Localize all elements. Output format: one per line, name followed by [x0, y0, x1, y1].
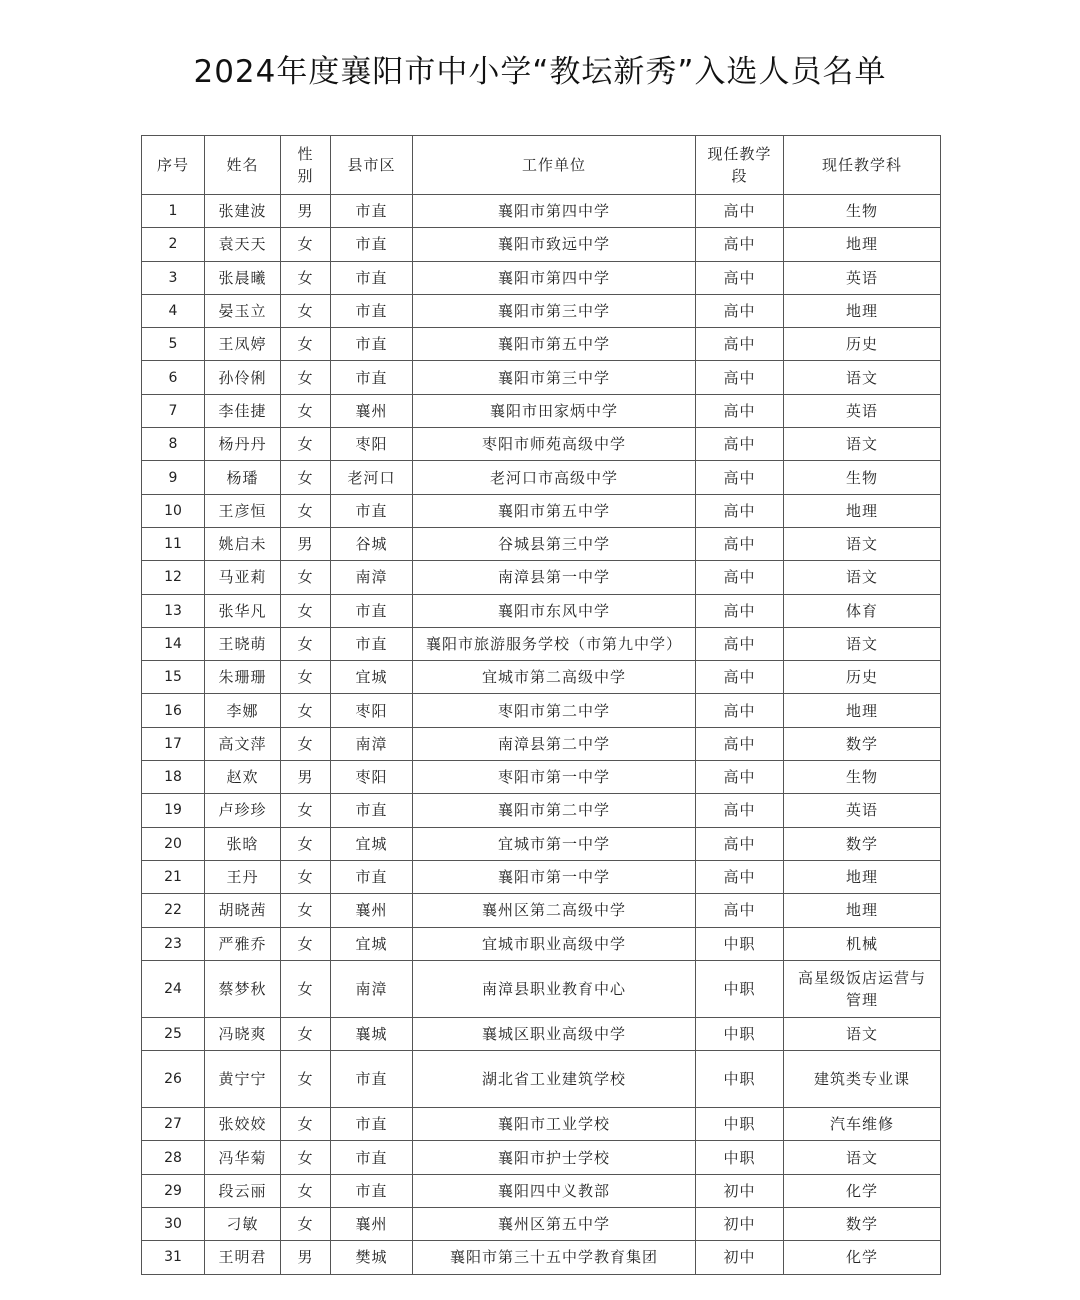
cell-gender: 女	[281, 494, 331, 527]
cell-subject: 地理	[784, 860, 941, 893]
cell-workplace: 襄阳市护士学校	[413, 1141, 696, 1174]
cell-name: 胡晓茜	[205, 894, 281, 927]
cell-name: 严雅乔	[205, 927, 281, 960]
cell-stage: 高中	[696, 794, 784, 827]
cell-seq: 21	[142, 860, 205, 893]
cell-district: 枣阳	[331, 428, 413, 461]
cell-gender: 女	[281, 960, 331, 1017]
header-district: 县市区	[331, 136, 413, 195]
cell-workplace: 襄阳市第四中学	[413, 195, 696, 228]
cell-district: 南漳	[331, 960, 413, 1017]
cell-subject: 地理	[784, 494, 941, 527]
cell-stage: 高中	[696, 661, 784, 694]
table-row	[142, 1108, 941, 1141]
table-row	[142, 261, 941, 294]
cell-district: 谷城	[331, 527, 413, 560]
cell-name: 张姣姣	[205, 1108, 281, 1141]
cell-seq: 26	[142, 1051, 205, 1108]
cell-name: 王晓萌	[205, 627, 281, 660]
cell-stage: 高中	[696, 860, 784, 893]
table-row	[142, 661, 941, 694]
cell-name: 张华凡	[205, 594, 281, 627]
cell-name: 黄宁宁	[205, 1051, 281, 1108]
cell-district: 南漳	[331, 727, 413, 760]
cell-seq: 17	[142, 727, 205, 760]
cell-name: 张建波	[205, 195, 281, 228]
cell-subject: 机械	[784, 927, 941, 960]
cell-workplace: 老河口市高级中学	[413, 461, 696, 494]
cell-gender: 男	[281, 195, 331, 228]
table-row	[142, 594, 941, 627]
cell-subject: 历史	[784, 328, 941, 361]
cell-seq: 4	[142, 294, 205, 327]
cell-stage: 高中	[696, 195, 784, 228]
cell-gender: 女	[281, 461, 331, 494]
table-body	[142, 195, 941, 1275]
cell-subject: 地理	[784, 228, 941, 261]
cell-gender: 女	[281, 1108, 331, 1141]
cell-district: 南漳	[331, 561, 413, 594]
cell-subject: 高星级饭店运营与管理	[784, 960, 941, 1017]
cell-name: 朱珊珊	[205, 661, 281, 694]
cell-district: 枣阳	[331, 694, 413, 727]
cell-seq: 13	[142, 594, 205, 627]
cell-stage: 中职	[696, 1108, 784, 1141]
cell-seq: 12	[142, 561, 205, 594]
cell-subject: 建筑类专业课	[784, 1051, 941, 1108]
table-row	[142, 294, 941, 327]
cell-subject: 地理	[784, 694, 941, 727]
cell-gender: 女	[281, 727, 331, 760]
cell-workplace: 襄阳市第二中学	[413, 794, 696, 827]
table-row	[142, 1241, 941, 1274]
cell-workplace: 湖北省工业建筑学校	[413, 1051, 696, 1108]
cell-district: 市直	[331, 494, 413, 527]
table-row	[142, 195, 941, 228]
cell-stage: 高中	[696, 394, 784, 427]
cell-name: 杨璠	[205, 461, 281, 494]
header-teaching-stage: 现任教学段	[696, 136, 784, 195]
cell-workplace: 宜城市职业高级中学	[413, 927, 696, 960]
cell-subject: 英语	[784, 794, 941, 827]
cell-workplace: 襄阳市工业学校	[413, 1108, 696, 1141]
cell-subject: 历史	[784, 661, 941, 694]
cell-subject: 化学	[784, 1174, 941, 1207]
cell-name: 段云丽	[205, 1174, 281, 1207]
document-title: 2024年度襄阳市中小学“教坛新秀”入选人员名单	[193, 54, 887, 90]
cell-stage: 中职	[696, 927, 784, 960]
cell-stage: 高中	[696, 561, 784, 594]
cell-district: 襄州	[331, 394, 413, 427]
cell-seq: 15	[142, 661, 205, 694]
table-row	[142, 394, 941, 427]
cell-district: 市直	[331, 328, 413, 361]
cell-district: 襄城	[331, 1017, 413, 1050]
cell-gender: 女	[281, 394, 331, 427]
cell-gender: 女	[281, 1141, 331, 1174]
cell-stage: 中职	[696, 960, 784, 1017]
table-row	[142, 894, 941, 927]
cell-district: 市直	[331, 794, 413, 827]
cell-subject: 英语	[784, 261, 941, 294]
table-row	[142, 428, 941, 461]
cell-district: 襄州	[331, 1208, 413, 1241]
cell-district: 市直	[331, 860, 413, 893]
cell-workplace: 襄阳市第三十五中学教育集团	[413, 1241, 696, 1274]
cell-gender: 女	[281, 1017, 331, 1050]
cell-gender: 女	[281, 361, 331, 394]
cell-subject: 语文	[784, 361, 941, 394]
cell-subject: 数学	[784, 827, 941, 860]
cell-gender: 女	[281, 561, 331, 594]
table-row	[142, 1051, 941, 1108]
cell-district: 老河口	[331, 461, 413, 494]
cell-stage: 高中	[696, 294, 784, 327]
header-workplace: 工作单位	[413, 136, 696, 195]
cell-stage: 初中	[696, 1208, 784, 1241]
cell-subject: 汽车维修	[784, 1108, 941, 1141]
table-row	[142, 228, 941, 261]
cell-subject: 语文	[784, 1017, 941, 1050]
cell-stage: 高中	[696, 694, 784, 727]
cell-workplace: 襄阳市田家炳中学	[413, 394, 696, 427]
cell-district: 宜城	[331, 661, 413, 694]
table-row	[142, 694, 941, 727]
cell-district: 市直	[331, 1051, 413, 1108]
cell-district: 枣阳	[331, 761, 413, 794]
cell-workplace: 南漳县第二中学	[413, 727, 696, 760]
cell-workplace: 襄阳市第五中学	[413, 328, 696, 361]
cell-seq: 27	[142, 1108, 205, 1141]
table-row	[142, 860, 941, 893]
header-row	[142, 136, 941, 195]
cell-workplace: 襄阳市第三中学	[413, 294, 696, 327]
cell-seq: 18	[142, 761, 205, 794]
cell-stage: 高中	[696, 494, 784, 527]
cell-seq: 3	[142, 261, 205, 294]
cell-subject: 语文	[784, 561, 941, 594]
cell-name: 王丹	[205, 860, 281, 893]
cell-name: 孙伶俐	[205, 361, 281, 394]
cell-seq: 11	[142, 527, 205, 560]
cell-workplace: 襄州区第五中学	[413, 1208, 696, 1241]
cell-gender: 女	[281, 328, 331, 361]
cell-gender: 女	[281, 627, 331, 660]
cell-subject: 数学	[784, 1208, 941, 1241]
cell-name: 王明君	[205, 1241, 281, 1274]
cell-name: 晏玉立	[205, 294, 281, 327]
cell-seq: 1	[142, 195, 205, 228]
cell-workplace: 枣阳市师苑高级中学	[413, 428, 696, 461]
cell-subject: 英语	[784, 394, 941, 427]
cell-district: 襄州	[331, 894, 413, 927]
cell-gender: 女	[281, 694, 331, 727]
header-gender: 性别	[281, 136, 331, 195]
cell-workplace: 襄州区第二高级中学	[413, 894, 696, 927]
cell-seq: 9	[142, 461, 205, 494]
cell-seq: 5	[142, 328, 205, 361]
cell-gender: 女	[281, 794, 331, 827]
cell-name: 李佳捷	[205, 394, 281, 427]
cell-subject: 生物	[784, 195, 941, 228]
cell-stage: 初中	[696, 1241, 784, 1274]
cell-district: 市直	[331, 627, 413, 660]
cell-name: 赵欢	[205, 761, 281, 794]
cell-name: 张晗	[205, 827, 281, 860]
cell-stage: 高中	[696, 228, 784, 261]
cell-seq: 25	[142, 1017, 205, 1050]
table-row	[142, 927, 941, 960]
cell-seq: 22	[142, 894, 205, 927]
cell-gender: 女	[281, 428, 331, 461]
cell-seq: 24	[142, 960, 205, 1017]
cell-subject: 地理	[784, 294, 941, 327]
cell-workplace: 襄城区职业高级中学	[413, 1017, 696, 1050]
cell-seq: 16	[142, 694, 205, 727]
table-row	[142, 1208, 941, 1241]
table-row	[142, 960, 941, 1017]
table-row	[142, 627, 941, 660]
cell-seq: 30	[142, 1208, 205, 1241]
cell-stage: 高中	[696, 328, 784, 361]
table-row	[142, 527, 941, 560]
cell-district: 市直	[331, 294, 413, 327]
cell-workplace: 襄阳市旅游服务学校（市第九中学）	[413, 627, 696, 660]
cell-gender: 男	[281, 761, 331, 794]
cell-stage: 高中	[696, 461, 784, 494]
cell-seq: 6	[142, 361, 205, 394]
cell-workplace: 襄阳市致远中学	[413, 228, 696, 261]
cell-seq: 29	[142, 1174, 205, 1207]
cell-name: 杨丹丹	[205, 428, 281, 461]
header-name: 姓名	[205, 136, 281, 195]
cell-name: 王彦恒	[205, 494, 281, 527]
cell-stage: 高中	[696, 527, 784, 560]
table-row	[142, 1017, 941, 1050]
cell-subject: 体育	[784, 594, 941, 627]
table-row	[142, 1141, 941, 1174]
cell-stage: 中职	[696, 1141, 784, 1174]
cell-seq: 7	[142, 394, 205, 427]
cell-stage: 中职	[696, 1051, 784, 1108]
cell-stage: 高中	[696, 727, 784, 760]
cell-gender: 女	[281, 594, 331, 627]
cell-workplace: 宜城市第二高级中学	[413, 661, 696, 694]
cell-district: 樊城	[331, 1241, 413, 1274]
table-row	[142, 361, 941, 394]
cell-gender: 女	[281, 1174, 331, 1207]
cell-gender: 女	[281, 228, 331, 261]
cell-stage: 初中	[696, 1174, 784, 1207]
cell-workplace: 襄阳市东风中学	[413, 594, 696, 627]
cell-stage: 高中	[696, 594, 784, 627]
cell-subject: 生物	[784, 461, 941, 494]
cell-gender: 女	[281, 294, 331, 327]
cell-name: 冯晓爽	[205, 1017, 281, 1050]
cell-district: 市直	[331, 195, 413, 228]
table-row	[142, 461, 941, 494]
table-row	[142, 827, 941, 860]
table-header	[142, 136, 941, 195]
cell-workplace: 枣阳市第二中学	[413, 694, 696, 727]
cell-stage: 高中	[696, 894, 784, 927]
cell-workplace: 枣阳市第一中学	[413, 761, 696, 794]
selection-list-table	[141, 135, 941, 1275]
cell-workplace: 襄阳市第一中学	[413, 860, 696, 893]
cell-subject: 生物	[784, 761, 941, 794]
cell-name: 刁敏	[205, 1208, 281, 1241]
table-row	[142, 494, 941, 527]
cell-stage: 高中	[696, 428, 784, 461]
cell-seq: 20	[142, 827, 205, 860]
cell-gender: 男	[281, 1241, 331, 1274]
cell-stage: 高中	[696, 761, 784, 794]
cell-gender: 女	[281, 1208, 331, 1241]
cell-name: 李娜	[205, 694, 281, 727]
cell-seq: 8	[142, 428, 205, 461]
cell-stage: 高中	[696, 627, 784, 660]
cell-workplace: 宜城市第一中学	[413, 827, 696, 860]
table-row	[142, 328, 941, 361]
table-row	[142, 561, 941, 594]
cell-stage: 中职	[696, 1017, 784, 1050]
cell-district: 宜城	[331, 827, 413, 860]
cell-district: 市直	[331, 228, 413, 261]
cell-seq: 2	[142, 228, 205, 261]
cell-gender: 女	[281, 894, 331, 927]
cell-subject: 语文	[784, 527, 941, 560]
cell-workplace: 谷城县第三中学	[413, 527, 696, 560]
table-row	[142, 761, 941, 794]
cell-name: 王凤婷	[205, 328, 281, 361]
cell-seq: 31	[142, 1241, 205, 1274]
cell-district: 市直	[331, 261, 413, 294]
table-row	[142, 1174, 941, 1207]
cell-seq: 28	[142, 1141, 205, 1174]
header-subject: 现任教学科	[784, 136, 941, 195]
cell-seq: 19	[142, 794, 205, 827]
cell-workplace: 襄阳市第三中学	[413, 361, 696, 394]
cell-gender: 女	[281, 1051, 331, 1108]
cell-name: 姚启未	[205, 527, 281, 560]
cell-stage: 高中	[696, 361, 784, 394]
table-row	[142, 727, 941, 760]
cell-name: 马亚莉	[205, 561, 281, 594]
cell-district: 市直	[331, 361, 413, 394]
cell-gender: 女	[281, 827, 331, 860]
cell-stage: 高中	[696, 261, 784, 294]
cell-subject: 化学	[784, 1241, 941, 1274]
cell-name: 冯华菊	[205, 1141, 281, 1174]
cell-subject: 语文	[784, 627, 941, 660]
table-row	[142, 794, 941, 827]
cell-name: 张晨曦	[205, 261, 281, 294]
cell-gender: 男	[281, 527, 331, 560]
cell-workplace: 襄阳市第五中学	[413, 494, 696, 527]
cell-name: 高文萍	[205, 727, 281, 760]
cell-gender: 女	[281, 661, 331, 694]
cell-workplace: 南漳县职业教育中心	[413, 960, 696, 1017]
cell-subject: 语文	[784, 428, 941, 461]
cell-district: 市直	[331, 1141, 413, 1174]
cell-seq: 10	[142, 494, 205, 527]
cell-subject: 语文	[784, 1141, 941, 1174]
cell-district: 市直	[331, 1108, 413, 1141]
cell-workplace: 襄阳市第四中学	[413, 261, 696, 294]
cell-workplace: 襄阳四中义教部	[413, 1174, 696, 1207]
cell-seq: 14	[142, 627, 205, 660]
header-seq: 序号	[142, 136, 205, 195]
cell-subject: 地理	[784, 894, 941, 927]
cell-stage: 高中	[696, 827, 784, 860]
cell-seq: 23	[142, 927, 205, 960]
cell-workplace: 南漳县第一中学	[413, 561, 696, 594]
cell-gender: 女	[281, 261, 331, 294]
cell-district: 宜城	[331, 927, 413, 960]
cell-district: 市直	[331, 1174, 413, 1207]
cell-name: 袁天天	[205, 228, 281, 261]
cell-name: 蔡梦秋	[205, 960, 281, 1017]
cell-subject: 数学	[784, 727, 941, 760]
cell-gender: 女	[281, 860, 331, 893]
cell-district: 市直	[331, 594, 413, 627]
cell-name: 卢珍珍	[205, 794, 281, 827]
cell-gender: 女	[281, 927, 331, 960]
